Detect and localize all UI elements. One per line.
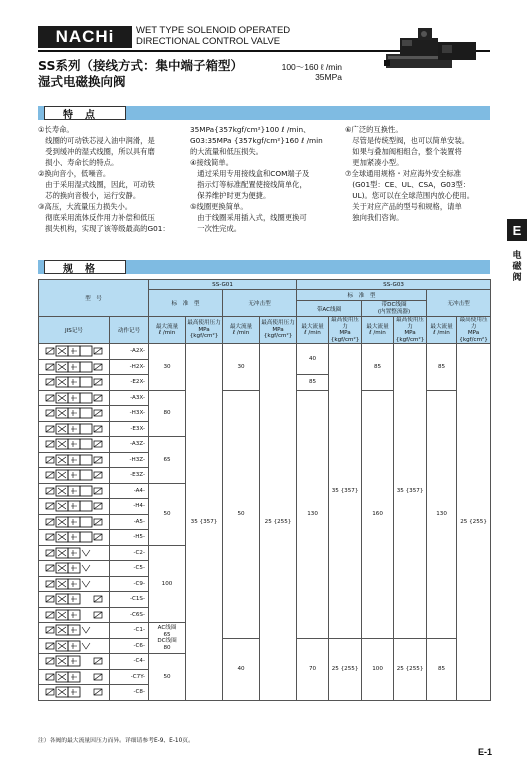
- g01-sl-flow: 50: [223, 390, 260, 638]
- valve-symbol-icon: [42, 561, 106, 575]
- jis-symbol: [39, 607, 110, 623]
- action-code: -A3Z-: [110, 437, 149, 453]
- jis-symbol: [39, 452, 110, 468]
- headline-flow: 100～160 ℓ /min: [281, 62, 342, 72]
- chapter-tab[interactable]: E: [507, 219, 527, 241]
- feature-line: UL)。您可以在全球范围内放心使用。: [345, 191, 475, 200]
- jis-symbol: [39, 390, 110, 406]
- action-code: -H2X-: [110, 359, 149, 375]
- g03-dc-flow: 100: [362, 638, 394, 700]
- valve-symbol-icon: [42, 468, 106, 482]
- max-flow-label: 最大流量: [366, 323, 389, 330]
- g03-sl-pressure: 25 {255}: [457, 344, 491, 701]
- g01-flow: AC线圈 65 DC线圈 80: [149, 623, 186, 654]
- jis-symbol: [39, 623, 110, 639]
- jis-symbol: [39, 669, 110, 685]
- pressure-unit: MPa {kgf/cm²}: [459, 330, 488, 343]
- max-flow-label: 最大流量: [155, 323, 179, 330]
- valve-symbol-icon: [42, 484, 106, 498]
- g01-flow: 100: [149, 545, 186, 623]
- flow-unit: ℓ /min: [369, 330, 386, 336]
- g03-sl-flow: 130: [427, 390, 457, 638]
- spec-table: [38, 279, 491, 701]
- feature-line: 独向我们咨询。: [345, 213, 404, 222]
- valve-symbol-icon: [42, 515, 106, 529]
- feature-line: 35MPa{357kgf/cm²}100 ℓ /min、: [190, 125, 311, 134]
- action-code: -C9-: [110, 576, 149, 592]
- valve-product-photo: [382, 20, 482, 76]
- footnote: 注）各阀的最大流量因压力而异。详细请参考E-9、E-10页。: [38, 738, 194, 744]
- action-code: -E2X-: [110, 375, 149, 391]
- feature-line: 更加紧凑小型。: [345, 158, 404, 167]
- max-pressure-header: [186, 317, 223, 344]
- feature-line: 指示灯等标准配置使接线简单化，: [190, 180, 307, 189]
- action-code: -C1-: [110, 623, 149, 639]
- g01-sl-flow: 30: [223, 344, 260, 391]
- g01-flow: 65: [149, 437, 186, 484]
- g03-ac-flow: 85: [297, 375, 329, 391]
- max-flow-header: [149, 317, 186, 344]
- feature-line: 受到缓冲的湿式线圈，所以具有磨: [38, 147, 155, 156]
- english-title-line-1: WET TYPE SOLENOID OPERATED: [136, 25, 291, 36]
- feature-line: 如果与叠加阀相组合，整个装置将: [345, 147, 462, 156]
- feature-line: 线圈的可动铁芯浸入油中润滑，是: [38, 136, 155, 145]
- g01-flow: 50: [149, 483, 186, 545]
- valve-symbol-icon: [42, 577, 106, 591]
- feature-line: 保养维护时更为便捷。: [190, 191, 271, 200]
- jis-symbol: [39, 545, 110, 561]
- action-code: -C8-: [110, 685, 149, 701]
- feature-line: 损失机构，实现了该等级最高的G01：: [38, 224, 170, 233]
- jis-symbol: [39, 359, 110, 375]
- action-code: -C2-: [110, 545, 149, 561]
- max-pressure-header: [457, 317, 491, 344]
- action-code: -C6-: [110, 638, 149, 654]
- title-product: 湿式电磁换向阀: [38, 74, 126, 89]
- max-pressure-label: 最高使用压力: [396, 317, 425, 330]
- action-code: -H4-: [110, 499, 149, 515]
- valve-symbol-icon: [42, 623, 106, 637]
- flow-unit: ℓ /min: [304, 330, 321, 336]
- nachi-logo: NACHi: [38, 26, 132, 48]
- feature-line: ③高压，大流量压力损失小。: [38, 202, 133, 211]
- max-pressure-header: [260, 317, 297, 344]
- max-flow-header: [297, 317, 329, 344]
- action-code: -H3X-: [110, 406, 149, 422]
- g01-sl-pressure: 25 {255}: [260, 344, 297, 701]
- g03-sl-flow: 85: [427, 638, 457, 700]
- action-code: -H3Z-: [110, 452, 149, 468]
- action-code: -A5-: [110, 514, 149, 530]
- pressure-unit: MPa {kgf/cm²}: [395, 330, 425, 343]
- jis-symbol: [39, 375, 110, 391]
- action-code: -A4-: [110, 483, 149, 499]
- g03-ac-pressure: 35 {357}: [329, 344, 362, 639]
- action-code: -C1S-: [110, 592, 149, 608]
- jis-symbol: [39, 499, 110, 515]
- feature-line: ④接线简单。: [190, 158, 234, 167]
- max-pressure-header: [394, 317, 427, 344]
- features-col-3: [345, 124, 474, 223]
- feature-line: 尽管是传统型阀，也可以简单安装。: [345, 136, 470, 145]
- g01-sl-flow: 40: [223, 638, 260, 700]
- g03-ac-flow: 130: [297, 390, 329, 638]
- g01-pressure: 35 {357}: [186, 344, 223, 701]
- valve-symbol-icon: [42, 639, 106, 653]
- g03-standard-header: 标 准 型: [297, 290, 427, 301]
- jis-symbol: [39, 514, 110, 530]
- g01-flow: 80: [149, 390, 186, 437]
- jis-symbol: [39, 576, 110, 592]
- pressure-unit: MPa {kgf/cm²}: [330, 330, 360, 343]
- max-pressure-label: 最高使用压力: [261, 320, 295, 327]
- valve-symbol-icon: [42, 592, 106, 606]
- feature-line: 的大流量和低压损失。: [190, 147, 263, 156]
- action-code: -H5-: [110, 530, 149, 546]
- jis-symbol: [39, 437, 110, 453]
- valve-symbol-icon: [42, 530, 106, 544]
- action-code: -E3X-: [110, 421, 149, 437]
- ac-coil-header: 带AC线圈: [297, 301, 362, 317]
- max-flow-header: [223, 317, 260, 344]
- page-title: [38, 58, 243, 90]
- feature-line: 彻底采用流体反作用力补偿和低压: [38, 213, 155, 222]
- g03-ac-pressure: 25 {255}: [329, 638, 362, 700]
- action-code: -C7Y-: [110, 669, 149, 685]
- feature-line: G03:35MPa {357kgf/cm²}160 ℓ /min: [190, 136, 323, 145]
- g03-shockless-header: 无冲击型: [427, 290, 491, 317]
- feature-line: ⑥广泛的互换性。: [345, 125, 403, 134]
- model-header: 型 号: [39, 280, 149, 317]
- feature-line: 一次性完成。: [190, 224, 242, 233]
- feature-line: 由于采用湿式线圈，因此，可动铁: [38, 180, 155, 189]
- g03-dc-pressure: 35 {357}: [394, 344, 427, 639]
- valve-symbol-icon: [42, 406, 106, 420]
- feature-line: (G01型：CE、UL、CSA，G03型：: [345, 180, 471, 189]
- dc-coil-header: 带DC线圈 (内置整流器): [362, 301, 427, 317]
- feature-line: 通过采用专用接线盒和COM端子及: [190, 169, 310, 178]
- action-code: -C4-: [110, 654, 149, 670]
- flow-unit: ℓ /min: [232, 330, 250, 336]
- features-col-1: [38, 124, 170, 234]
- flow-unit: ℓ /min: [158, 330, 176, 336]
- max-flow-header: [427, 317, 457, 344]
- feature-line: 损小、寿命长的特点。: [38, 158, 119, 167]
- action-code: -C5-: [110, 561, 149, 577]
- pressure-unit: MPa {kgf/cm²}: [263, 326, 293, 340]
- valve-symbol-icon: [42, 344, 106, 358]
- max-flow-label: 最大流量: [229, 323, 253, 330]
- features-heading: 特点: [44, 106, 126, 120]
- valve-symbol-icon: [42, 654, 106, 668]
- g01-shockless-header: 无冲击型: [223, 290, 297, 317]
- g03-ac-flow: 70: [297, 638, 329, 700]
- jis-symbol: [39, 483, 110, 499]
- feature-line: 由于线圈采用插入式，线圈更换可: [190, 213, 307, 222]
- valve-symbol-icon: [42, 391, 106, 405]
- max-flow-label: 最大流量: [301, 323, 324, 330]
- valve-symbol-icon: [42, 360, 106, 374]
- g03-dc-flow: 160: [362, 390, 394, 638]
- jis-symbol: [39, 592, 110, 608]
- g01-header: SS-G01: [149, 280, 297, 290]
- jis-mark-header: JIS记号: [39, 317, 110, 344]
- action-code: -E3Z-: [110, 468, 149, 484]
- feature-line: ②换向音小，低噪音。: [38, 169, 111, 178]
- max-pressure-header: [329, 317, 362, 344]
- g03-dc-pressure: 25 {255}: [394, 638, 427, 700]
- feature-line: 芯的换向音极小，运行安静。: [38, 191, 141, 200]
- g03-ac-flow: 40: [297, 344, 329, 375]
- max-flow-header: [362, 317, 394, 344]
- g03-sl-flow: 85: [427, 344, 457, 391]
- valve-symbol-icon: [42, 499, 106, 513]
- jis-symbol: [39, 468, 110, 484]
- valve-symbol-icon: [42, 546, 106, 560]
- table-row: [39, 344, 491, 360]
- flow-unit: ℓ /min: [433, 330, 450, 336]
- specs-heading: 规格: [44, 260, 126, 274]
- action-code: -A3X-: [110, 390, 149, 406]
- jis-symbol: [39, 561, 110, 577]
- valve-symbol-icon: [42, 608, 106, 622]
- g01-standard-header: 标 准 型: [149, 290, 223, 317]
- feature-line: ⑤线圈更换简单。: [190, 202, 248, 211]
- pressure-unit: MPa {kgf/cm²}: [189, 326, 219, 340]
- feature-line: 关于对应产品的型号和规格，请单: [345, 202, 462, 211]
- valve-symbol-icon: [42, 422, 106, 436]
- valve-symbol-icon: [42, 453, 106, 467]
- english-title: [136, 25, 290, 47]
- valve-symbol-icon: [42, 685, 106, 699]
- action-code: -C6S-: [110, 607, 149, 623]
- jis-symbol: [39, 421, 110, 437]
- jis-symbol: [39, 685, 110, 701]
- valve-symbol-icon: [42, 437, 106, 451]
- jis-symbol: [39, 654, 110, 670]
- jis-symbol: [39, 406, 110, 422]
- headline-pressure: 35MPa: [315, 72, 342, 82]
- features-col-2: [190, 124, 323, 234]
- chapter-tab-label: 电磁阀: [512, 251, 522, 283]
- title-series: SS系列（接线方式：集中端子箱型）: [38, 58, 243, 73]
- g01-flow: 50: [149, 654, 186, 701]
- g03-dc-flow: 85: [362, 344, 394, 391]
- valve-symbol-icon: [42, 670, 106, 684]
- jis-symbol: [39, 638, 110, 654]
- english-title-line-2: DIRECTIONAL CONTROL VALVE: [136, 36, 281, 47]
- action-code: -A2X-: [110, 344, 149, 360]
- max-pressure-label: 最高使用压力: [459, 317, 488, 330]
- g03-header: SS-G03: [297, 280, 491, 290]
- jis-symbol: [39, 530, 110, 546]
- page-number: E-1: [478, 747, 493, 757]
- headline-spec: [272, 62, 342, 82]
- max-flow-label: 最大流量: [430, 323, 453, 330]
- valve-symbol-icon: [42, 375, 106, 389]
- max-pressure-label: 最高使用压力: [331, 317, 360, 330]
- feature-line: ①长寿命。: [38, 125, 74, 134]
- g01-flow: 30: [149, 344, 186, 391]
- feature-line: ⑦全球通用规格・对应海外安全标准: [345, 169, 461, 178]
- max-pressure-label: 最高使用压力: [187, 320, 221, 327]
- action-mark-header: 动作记号: [110, 317, 149, 344]
- jis-symbol: [39, 344, 110, 360]
